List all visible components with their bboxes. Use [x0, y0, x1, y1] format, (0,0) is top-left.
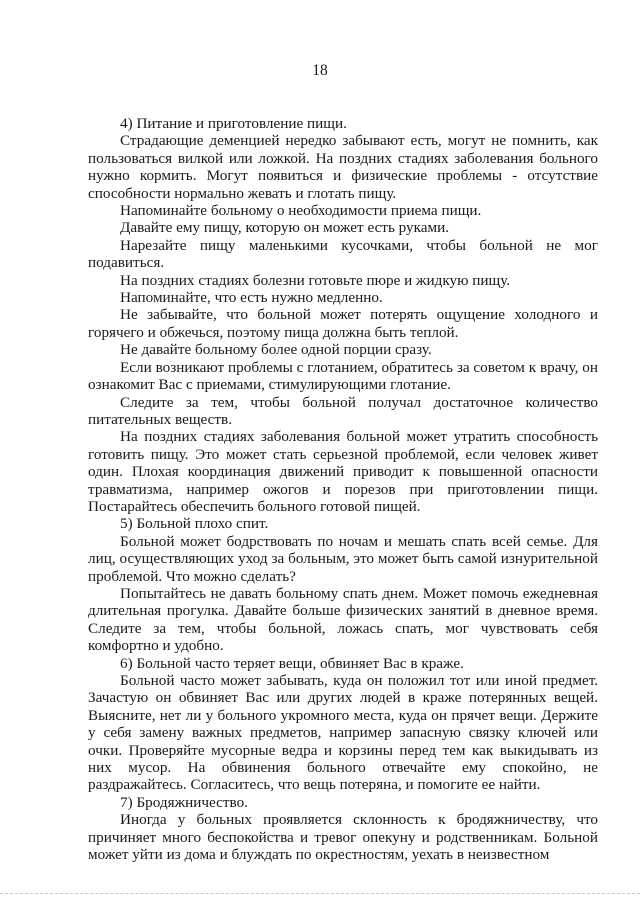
paragraph: Напоминайте больному о необходимости приема пищи. — [120, 202, 482, 220]
section-heading-sleep: 5) Больной плохо спит. — [120, 515, 269, 533]
page-number: 18 — [312, 62, 328, 79]
paragraph: Страдающие деменцией нередко забывают есть, могут не помнить, как пользоваться вилкой или ложкой. На поздних стадиях заболевания больного нужно кормить. Могут появиться и физические проблемы - отсутствие способности нормально жевать и глотать пищу. — [88, 132, 598, 202]
paragraph: На поздних стадиях болезни готовьте пюре и жидкую пищу. — [120, 271, 511, 289]
paragraph: Больной может бодрствовать по ночам и мешать спать всей семье. Для лиц, осуществляющих уход за больным, это может быть самой изнурительной проблемой. Что можно сделать? — [88, 532, 598, 585]
paragraph: Нарезайте пищу маленькими кусочками, чтобы больной не мог подавиться. — [88, 236, 598, 272]
paragraph: Следите за тем, чтобы больной получал достаточное количество питательных веществ. — [88, 393, 598, 428]
page-bottom-divider — [0, 893, 640, 894]
paragraph: Иногда у больных проявляется склонность к бродяжничеству, что причиняет много беспокойства и тревог опекуну и родственникам. Больной может уйти из дома и блуждать по окрестностям, уехать в неизвестном — [88, 811, 598, 864]
paragraph: Напоминайте, что есть нужно медленно. — [120, 289, 383, 307]
paragraph: На поздних стадиях заболевания больной может утратить способность готовить пищу. Это может стать серьезной проблемой, если человек живет один. Плохая координация движений приводит к повышенной опасности травматизма, например ожогов и порезов при приготовлении пищи. Постарайтесь обеспечить больного готовой пищей. — [88, 428, 598, 515]
paragraph: Давайте ему пищу, которую он может есть руками. — [120, 219, 450, 237]
section-heading-nutrition: 4) Питание и приготовление пищи. — [120, 115, 347, 132]
paragraph: Не забывайте, что больной может потерять ощущение холодного и горячего и обжечься, поэтому пища должна быть теплой. — [88, 306, 598, 341]
document-body — [88, 115, 598, 863]
paragraph: Не давайте больному более одной порции сразу. — [120, 341, 432, 359]
section-heading-lost-items: 6) Больной часто теряет вещи, обвиняет Вас в краже. — [120, 654, 464, 672]
paragraph: Больной часто может забывать, куда он положил тот или иной предмет. Зачастую он обвиняет Вас или других людей в краже потерянных вещей. Выясните, нет ли у больного укромного места, куда он прячет вещи. Держите у себя замену важных предметов, например запасную связку ключей или очки. Проверяйте мусорные ведра и корзины перед тем как выкидывать из них мусор. На обвинения больного отвечайте ему спокойно, не раздражайтесь. Согласитесь, что вещь потеряна, и помогите ее найти. — [88, 672, 598, 794]
section-heading-wandering: 7) Бродяжничество. — [120, 793, 248, 811]
paragraph: Если возникают проблемы с глотанием, обратитесь за советом к врачу, он ознакомит Вас с приемами, стимулирующими глотание. — [88, 358, 598, 394]
paragraph: Попытайтесь не давать больному спать днем. Может помочь ежедневная длительная прогулка. Давайте больше физических занятий в дневное время. Следите за тем, чтобы больной, ложась спать, мог чувствовать себя комфортно и удобно. — [88, 584, 598, 655]
